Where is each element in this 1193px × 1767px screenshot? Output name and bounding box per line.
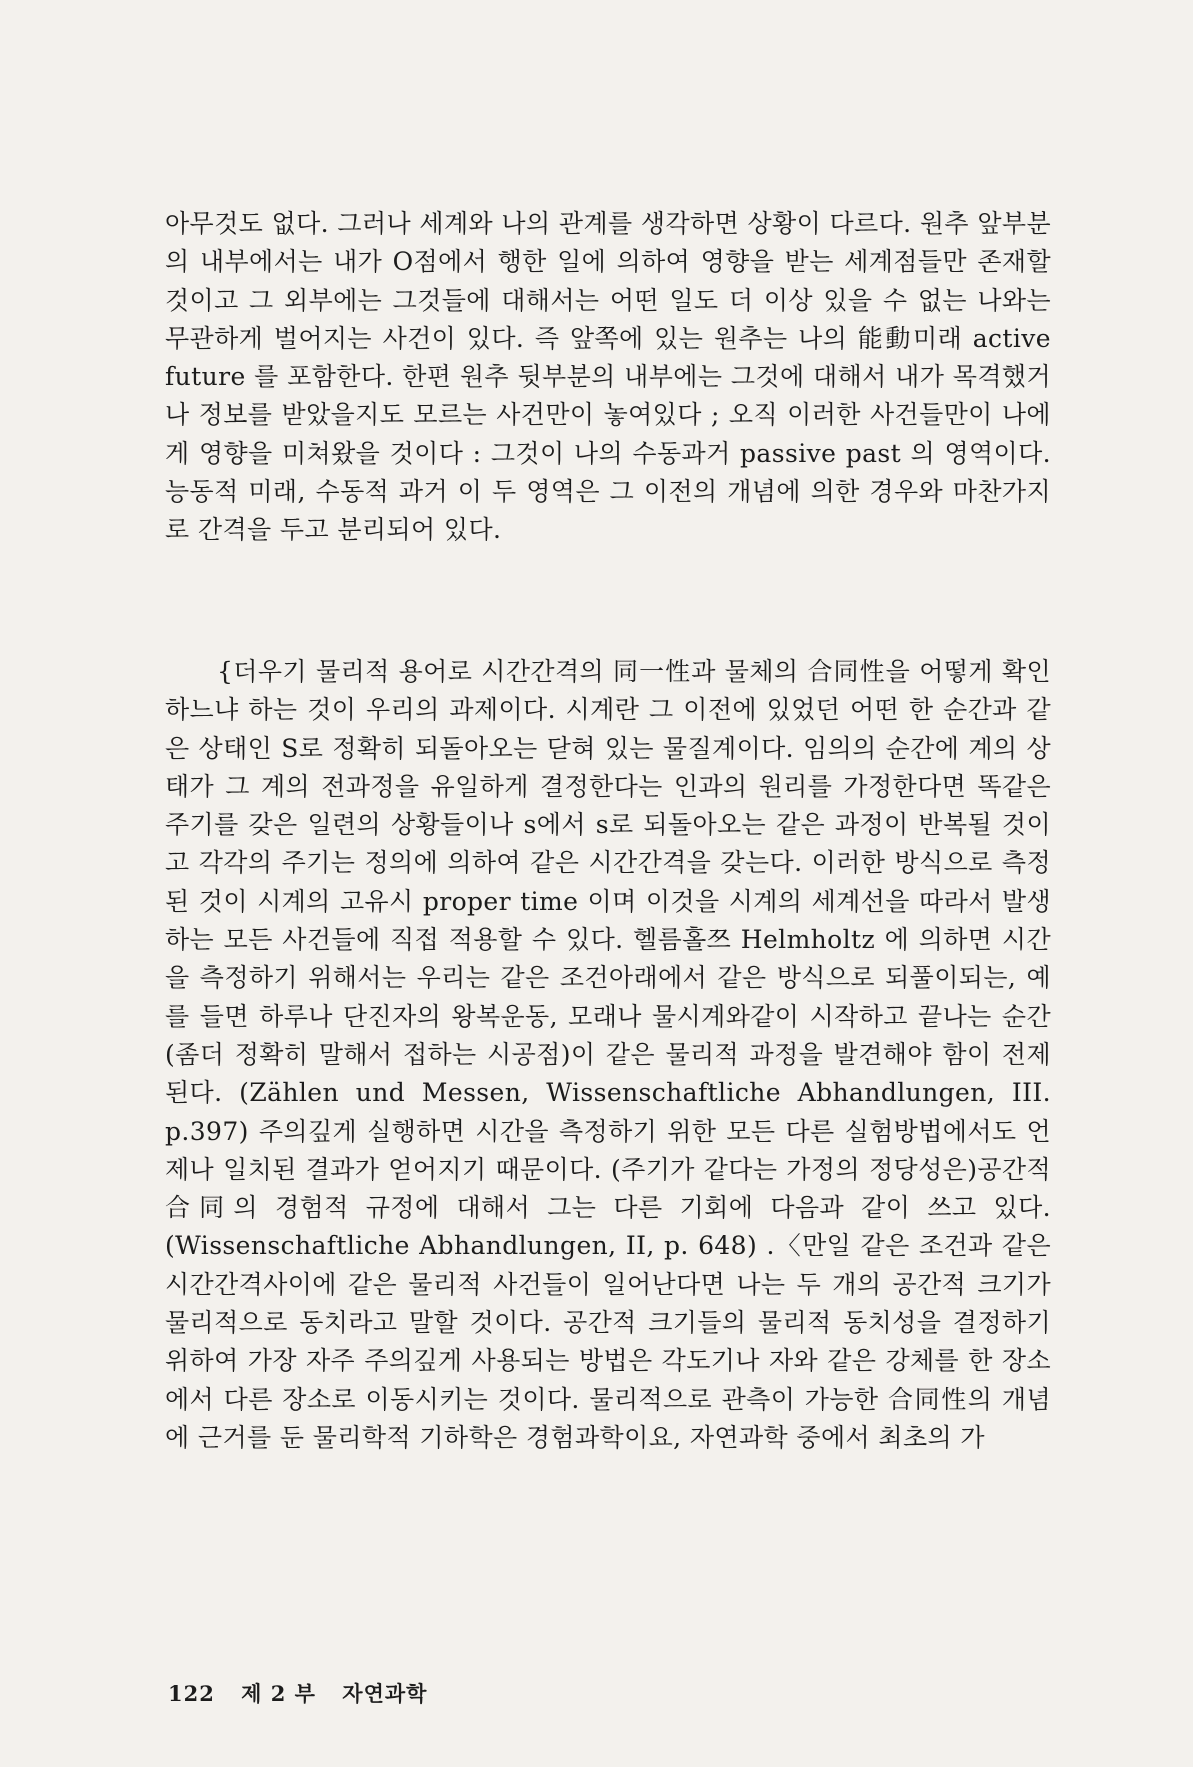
section-label: 자연과학 — [342, 1681, 428, 1706]
body-paragraph-1 — [165, 205, 1051, 550]
page-number: 122 — [168, 1681, 215, 1706]
page-footer — [168, 1678, 445, 1708]
paragraph-text: 아무것도 없다. 그러나 세계와 나의 관계를 생각하면 상황이 다르다. 원추 앞부분의 내부에서는 내가 O점에서 행한 일에 의하여 영향을 받는 세계점들만 존재할 것이고 그 외부에는 그것들에 대해서는 어떤 일도 더 이상 있을 수 없는 나와는 무관하게 벌어지는 사건이 있다. 즉 앞쪽에 있는 원추는 나의 能動미래 active future 를 포함한다. 한편 원추 뒷부분의 내부에는 그것에 대해서 내가 목격했거나 정보를 받았을지도 모르는 사건만이 놓여있다 ; 오직 이러한 사건들만이 나에게 영향을 미쳐왔을 것이다 : 그것이 나의 수동과거 passive past 의 영역이다. 능동적 미래, 수동적 과거 이 두 영역은 그 이전의 개념에 의한 경우와 마찬가지로 간격을 두고 분리되어 있다. — [165, 209, 1051, 545]
paragraph-text: {더우기 물리적 용어로 시간간격의 同一性과 물체의 合同性을 어떻게 확인하느냐 하는 것이 우리의 과제이다. 시계란 그 이전에 있었던 어떤 한 순간과 같은 상태인 S로 정확히 되돌아오는 닫혀 있는 물질계이다. 임의의 순간에 계의 상태가 그 계의 전과정을 유일하게 결정한다는 인과의 원리를 가정한다면 똑같은 주기를 갖은 일련의 상황들이나 s에서 s로 되돌아오는 같은 과정이 반복될 것이고 각각의 주기는 정의에 의하여 같은 시간간격을 갖는다. 이러한 방식으로 측정된 것이 시계의 고유시 proper time 이며 이것을 시계의 세계선을 따라서 발생하는 모든 사건들에 직접 적용할 수 있다. 헬름홀쯔 Helmholtz 에 의하면 시간을 측정하기 위해서는 우리는 같은 조건아래에서 같은 방식으로 되풀이되는, 예를 들면 하루나 단진자의 왕복운동, 모래나 물시계와같이 시작하고 끝나는 순간(좀더 정확히 말해서 접하는 시공점)이 같은 물리적 과정을 발견해야 함이 전제된다. (Zählen und Messen, Wissenschaftliche Abhandlungen, III. p.397) 주의깊게 실행하면 시간을 측정하기 위한 모든 다른 실험방법에서도 언제나 일치된 결과가 얻어지기 때문이다. (주기가 같다는 가정의 정당성은)공간적 合同의 경험적 규정에 대해서 그는 다른 기회에 다음과 같이 쓰고 있다. (Wissenschaftliche Abhandlungen, II, p. 648) .〈만일 같은 조건과 같은 시간간격사이에 같은 물리적 사건들이 일어난다면 나는 두 개의 공간적 크기가 물리적으로 동치라고 말할 것이다. 공간적 크기들의 물리적 동치성을 결정하기 위하여 가장 자주 주의깊게 사용되는 방법은 각도기나 자와 같은 강체를 한 장소에서 다른 장소로 이동시키는 것이다. 물리적으로 관측이 가능한 合同性의 개념에 근거를 둔 물리학적 기하학은 경험과학이요, 자연과학 중에서 최초의 가 — [165, 657, 1051, 1452]
part-label: 제 2 부 — [241, 1681, 316, 1706]
body-paragraph-2 — [165, 653, 1051, 1457]
